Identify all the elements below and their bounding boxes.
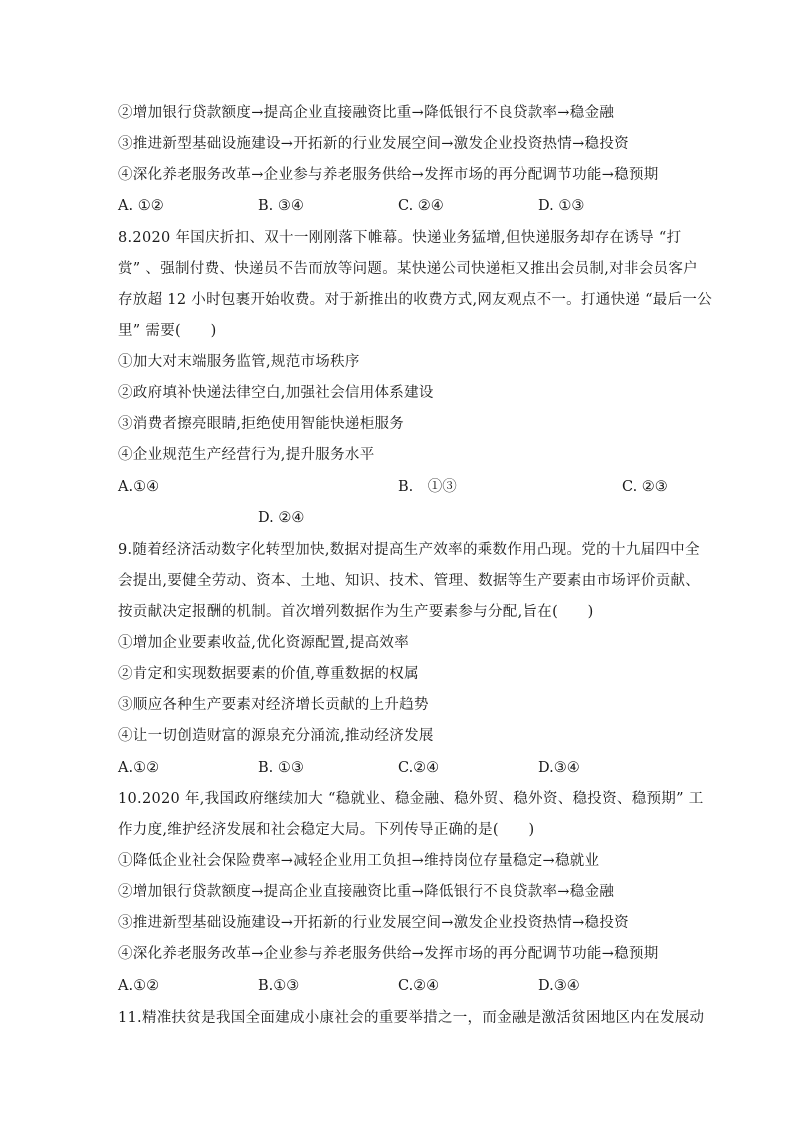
q9-item-1: ①增加企业要素收益,优化资源配置,提高效率 xyxy=(118,635,410,651)
q9-item-3: ③顺应各种生产要素对经济增长贡献的上升趋势 xyxy=(118,697,429,713)
q9-stem-line-2: 会提出,要健全劳动、资本、土地、知识、技术、管理、数据等生产要素由市场评价贡献、 xyxy=(118,573,701,589)
q10-stem-line-1: 10.2020 年,我国政府继续加大 “稳就业、稳金融、稳外贸、稳外资、稳投资、稳预期” 工 xyxy=(118,791,704,807)
q10-option-d: D.③④ xyxy=(538,978,580,994)
q8-item-2: ②政府填补快递法律空白,加强社会信用体系建设 xyxy=(118,385,434,401)
top-option-c: C. ②④ xyxy=(398,198,444,214)
q8-item-3: ③消费者擦亮眼睛,拒绝使用智能快递柜服务 xyxy=(118,416,405,432)
q9-stem-line-1: 9.随着经济活动数字化转型加快,数据对提高生产效率的乘数作用凸现。党的十九届四中全 xyxy=(118,542,700,558)
q8-stem-line-1: 8.2020 年国庆折扣、双十一刚刚落下帷幕。快递业务猛增,但快递服务却存在诱导 “打 xyxy=(118,230,682,246)
q10-item-3: ③推进新型基础设施建设→开拓新的行业发展空间→激发企业投资热情→稳投资 xyxy=(118,915,629,931)
q8-stem-line-2: 赏” 、强制付费、快递员不告而放等问题。某快递公司快递柜又推出会员制,对非会员客户 xyxy=(118,261,698,277)
q9-option-d: D.③④ xyxy=(538,760,580,776)
q9-item-2: ②肯定和实现数据要素的价值,尊重数据的权属 xyxy=(118,666,419,682)
q9-option-b: B. ①③ xyxy=(258,760,304,776)
q10-item-1: ①降低企业社会保险费率→减轻企业用工负担→维持岗位存量稳定→稳就业 xyxy=(118,853,600,869)
q8-item-4: ④企业规范生产经营行为,提升服务水平 xyxy=(118,447,375,463)
top-option-b: B. ③④ xyxy=(258,198,304,214)
top-item-3: ③推进新型基础设施建设→开拓新的行业发展空间→激发企业投资热情→稳投资 xyxy=(118,136,629,152)
q10-option-c: C.②④ xyxy=(398,978,440,994)
q8-option-c: C. ②③ xyxy=(622,479,668,495)
q8-stem-line-3: 存放超 12 小时包裹开始收费。对于新推出的收费方式,网友观点不一。打通快递 “最后一公 xyxy=(118,292,712,308)
q9-option-a: A.①② xyxy=(118,760,160,776)
q10-item-4: ④深化养老服务改革→企业参与养老服务供给→发挥市场的再分配调节功能→稳预期 xyxy=(118,946,659,962)
q9-item-4: ④让一切创造财富的源泉充分涌流,推动经济发展 xyxy=(118,728,434,744)
q11-stem-line-1: 11.精准扶贫是我国全面建成小康社会的重要举措之一，而金融是激活贫困地区内在发展动 xyxy=(118,1010,705,1026)
q10-option-b: B.①③ xyxy=(258,978,300,994)
q10-stem-line-2: 作力度,维护经济发展和社会稳定大局。下列传导正确的是( ) xyxy=(118,822,535,838)
top-item-2: ②增加银行贷款额度→提高企业直接融资比重→降低银行不良贷款率→稳金融 xyxy=(118,105,615,121)
top-item-4: ④深化养老服务改革→企业参与养老服务供给→发挥市场的再分配调节功能→稳预期 xyxy=(118,167,659,183)
q8-option-d: D. ②④ xyxy=(258,510,305,526)
top-option-a: A. ①② xyxy=(118,198,164,214)
q10-item-2: ②增加银行贷款额度→提高企业直接融资比重→降低银行不良贷款率→稳金融 xyxy=(118,884,615,900)
q9-stem-line-3: 按贡献决定报酬的机制。首次增列数据作为生产要素参与分配,旨在( ) xyxy=(118,604,594,620)
q8-option-b: B. ①③ xyxy=(398,479,457,495)
top-option-d: D. ①③ xyxy=(538,198,585,214)
q8-stem-line-4: 里” 需要( ) xyxy=(118,323,217,339)
q8-option-a: A.①④ xyxy=(118,479,160,495)
q8-item-1: ①加大对末端服务监管,规范市场秩序 xyxy=(118,354,360,370)
q10-option-a: A.①② xyxy=(118,978,160,994)
q9-option-c: C.②④ xyxy=(398,760,440,776)
